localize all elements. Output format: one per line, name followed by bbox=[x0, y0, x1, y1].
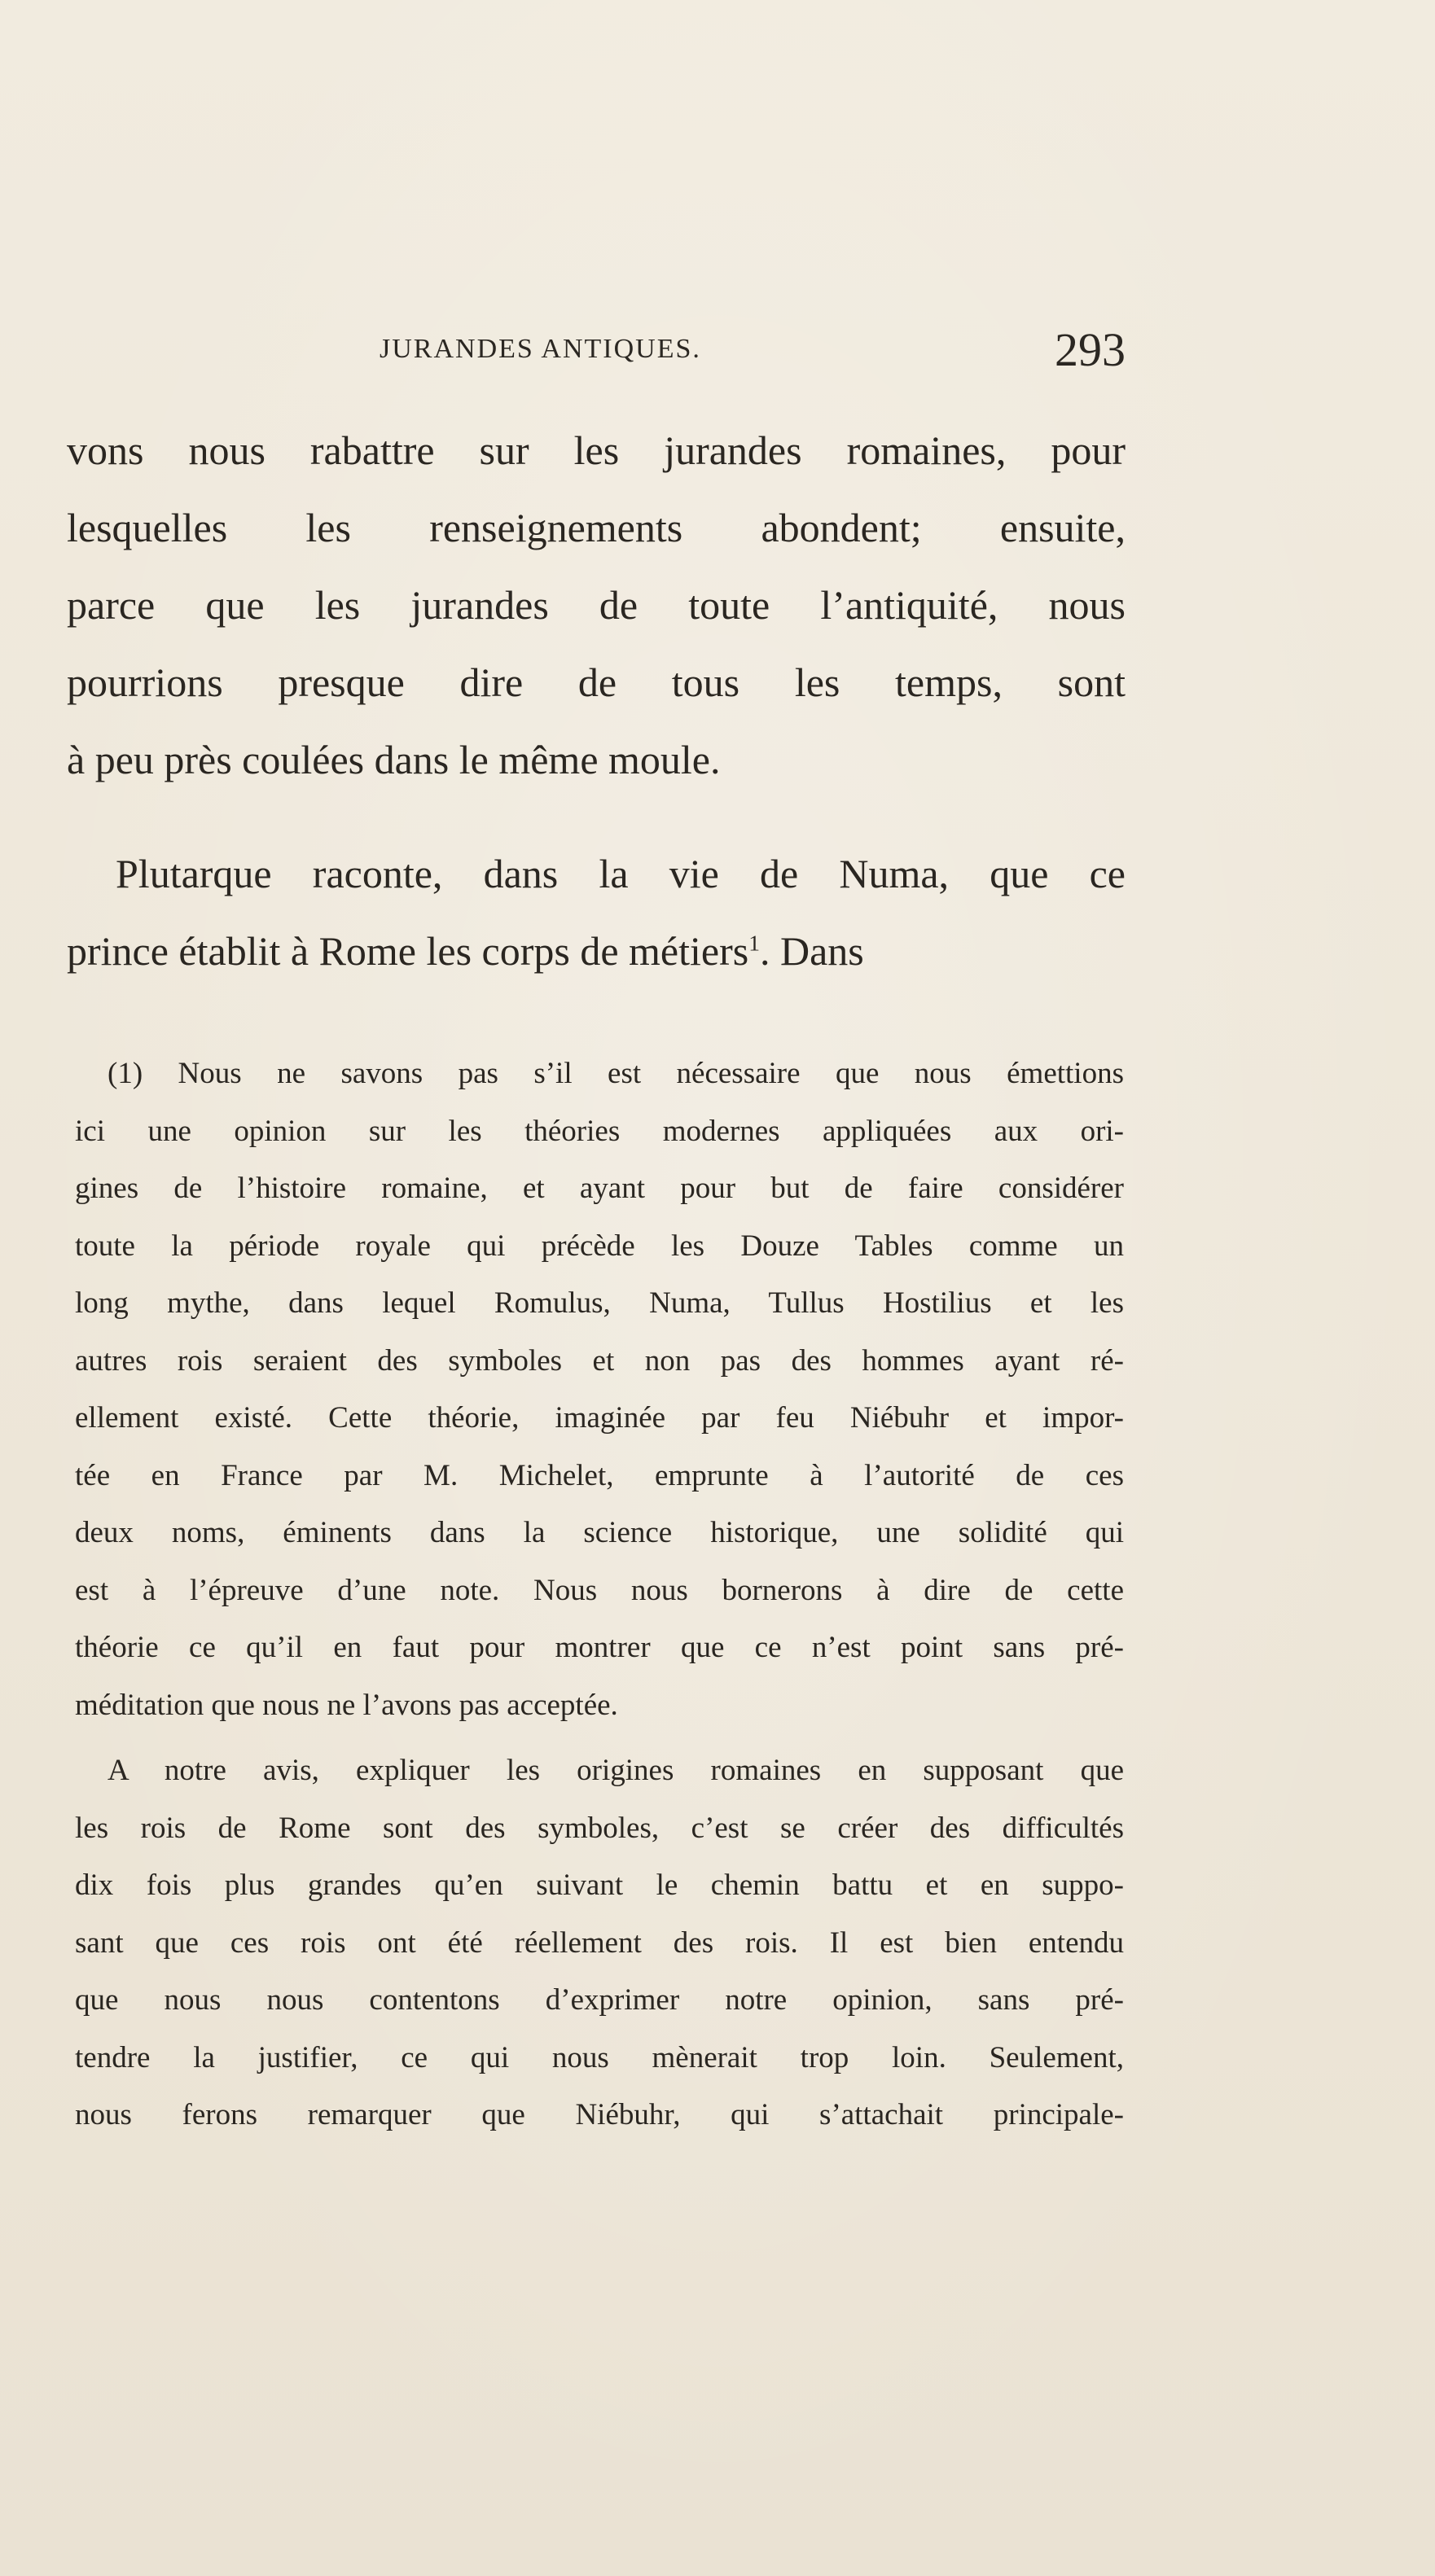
footnote-line: sant que ces rois ont été réellement des rois. Il est bien entendu bbox=[75, 1925, 1124, 1960]
footnote-line: gines de l’histoire romaine, et ayant pour but de faire considérer bbox=[75, 1172, 1124, 1205]
footnote-line: les rois de Rome sont des symboles, c’est se créer des difficultés bbox=[75, 1811, 1124, 1845]
footnote-line: A notre avis, expliquer les origines romaines en supposant que bbox=[108, 1754, 1124, 1787]
footnote-line: théorie ce qu’il en faut pour montrer que ce n’est point sans pré- bbox=[75, 1631, 1124, 1664]
footnote-line: toute la période royale qui précède les Douze Tables comme un bbox=[75, 1229, 1124, 1263]
footnote-line: dix fois plus grandes qu’en suivant le chemin battu et en suppo- bbox=[75, 1868, 1124, 1902]
footnote-line: nous ferons remarquer que Niébuhr, qui s’attachait principale- bbox=[75, 2098, 1124, 2131]
text-segment: . Dans bbox=[759, 928, 864, 974]
page-number: 293 bbox=[1055, 323, 1126, 376]
text-line: à peu près coulées dans le même moule. bbox=[67, 737, 721, 782]
footnote-line: deux noms, éminents dans la science historique, une solidité qui bbox=[75, 1516, 1124, 1549]
footnote-line: ici une opinion sur les théories modernes appliquées aux ori- bbox=[75, 1114, 1124, 1148]
footnotes bbox=[75, 1045, 1124, 2144]
text-segment: prince établit à Rome les corps de métiers bbox=[67, 928, 749, 974]
footnote-line: méditation que nous ne l’avons pas acceptée. bbox=[75, 1688, 618, 1722]
footnote-line: autres rois seraient des symboles et non pas des hommes ayant ré- bbox=[75, 1343, 1124, 1378]
paragraph-gap bbox=[67, 799, 1126, 835]
footnote-line: tée en France par M. Michelet, emprunte à l’autorité de ces bbox=[75, 1458, 1124, 1492]
text-line-with-note bbox=[67, 913, 1126, 990]
running-head bbox=[67, 322, 1126, 379]
footnote-line: ellement existé. Cette théorie, imaginée par feu Niébuhr et impor- bbox=[75, 1401, 1124, 1435]
text-line: lesquelles les renseignements abondent; ensuite, bbox=[67, 505, 1126, 550]
text-line: vons nous rabattre sur les jurandes romaines, pour bbox=[67, 427, 1126, 473]
running-title: JURANDES ANTIQUES. bbox=[380, 334, 701, 364]
footnote-line: est à l’épreuve d’une note. Nous nous bornerons à dire de cette bbox=[75, 1573, 1124, 1607]
text-line: Plutarque raconte, dans la vie de Numa, que ce bbox=[116, 851, 1126, 896]
footnote-marker[interactable]: 1 bbox=[748, 930, 760, 956]
footnote-gap bbox=[75, 1734, 1124, 1742]
text-line: pourrions presque dire de tous les temps, sont bbox=[67, 659, 1126, 705]
main-text bbox=[67, 412, 1126, 990]
text-line: parce que les jurandes de toute l’antiquité, nous bbox=[67, 582, 1126, 628]
footnote-line: que nous nous contentons d’exprimer notre opinion, sans pré- bbox=[75, 1983, 1124, 2017]
footnote-line: long mythe, dans lequel Romulus, Numa, Tullus Hostilius et les bbox=[75, 1286, 1124, 1320]
footnote-line: (1) Nous ne savons pas s’il est nécessaire que nous émettions bbox=[108, 1057, 1124, 1090]
footnote-line: tendre la justifier, ce qui nous mènerait trop loin. Seulement, bbox=[75, 2040, 1124, 2074]
